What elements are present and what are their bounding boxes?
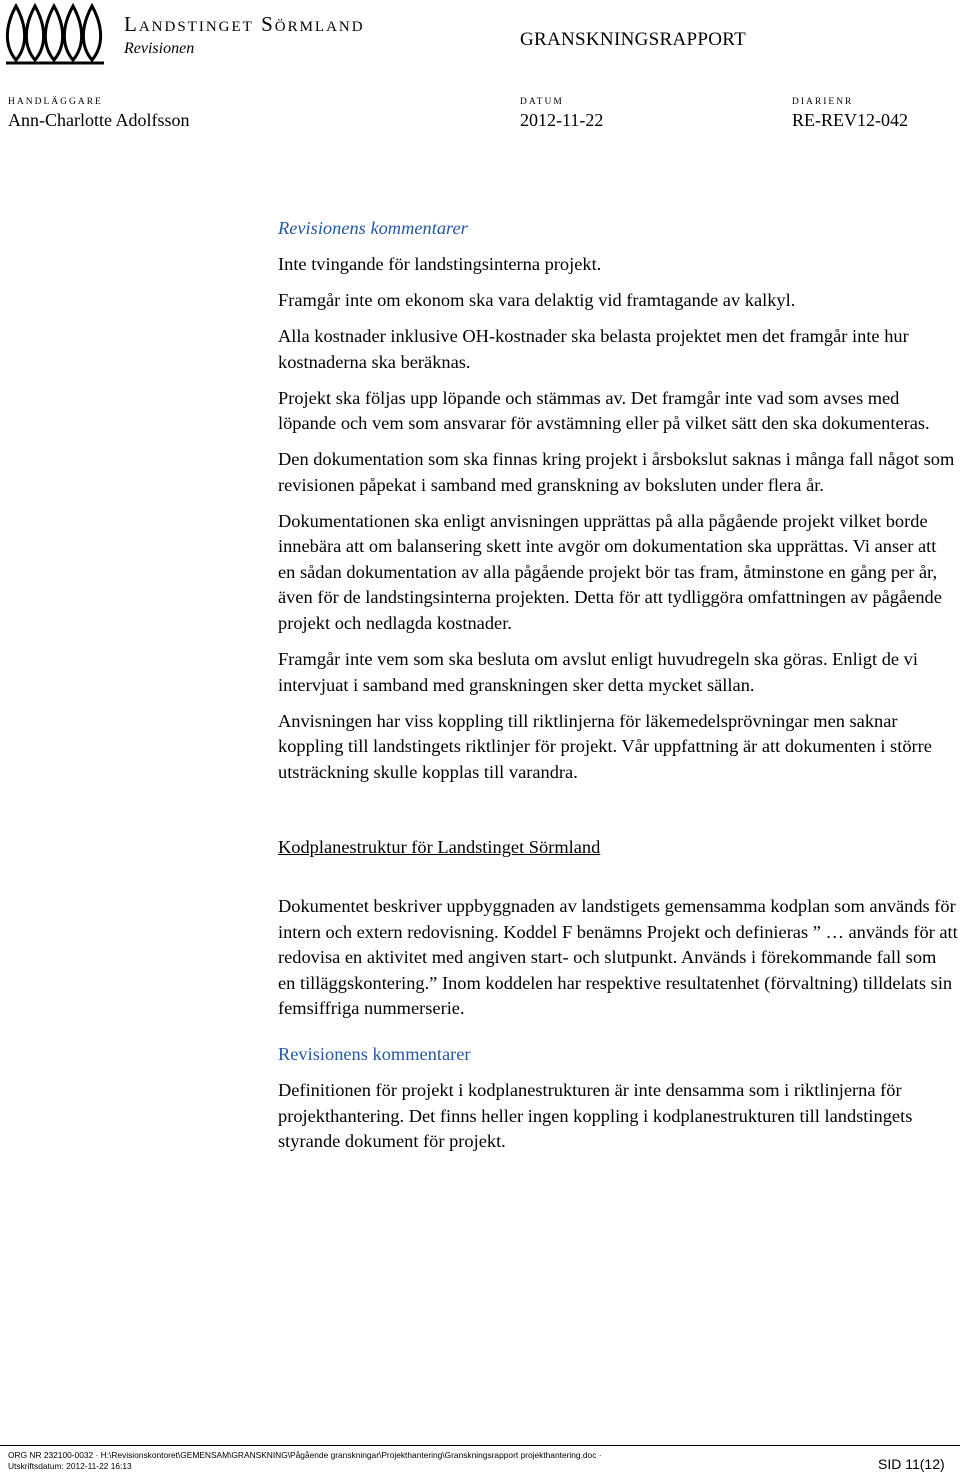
section-heading: Kodplanestruktur för Landstinget Sörmland [278,837,601,858]
paragraph: Framgår inte om ekonom ska vara delaktig vid framtagande av kalkyl. [278,289,796,310]
diary-label: DIARIENR [792,97,854,107]
paragraph: Dokumentationen ska enligt anvisningen upprättas på alla pågående projekt vilket borde innebära att om balansering skett inte avgör om dokumentation ska upprättas. Vi anser att en sådan dokumentation av alla pågående projekt bör tas fram, åtminstone en gång per år, även för de landstingsinterna projekten. Detta för att tydliggöra omfattningen av pågående projekt och nedlagda kostnader. [278,510,942,634]
section-heading: Revisionens kommentarer [278,218,468,238]
paragraph: Projekt ska följas upp löpande och stämmas av. Det framgår inte vad som avses med löpande och vem som ansvarar för avstämning eller på vilket sätt den ska dokumenteras. [278,387,930,434]
diary-value: RE-REV12-042 [792,110,908,130]
footer-text [8,1450,602,1472]
paragraph: Den dokumentation som ska finnas kring projekt i årsbokslut saknas i många fall något som revisionen påpekat i samband med granskning av boksluten under flera år. [278,449,955,495]
footer-path: ORG NR 232100-0032 · H:\Revisionskontoret\GEMENSAM\GRANSKNING\Pågående granskningar\Projekthantering\Granskningsrapport projekthantering.doc · [8,1450,602,1460]
date-value: 2012-11-22 [520,110,604,130]
department-name: Revisionen [124,40,195,57]
date-label: DATUM [520,97,564,107]
section-heading: Revisionens kommentarer [278,1043,471,1064]
paragraph: Inte tvingande för landstingsinterna projekt. [278,253,602,274]
report-body [278,216,958,1165]
document-type: GRANSKNINGSRAPPORT [520,29,746,50]
footer-divider [0,1445,960,1446]
page-number: SID 11(12) [878,1456,945,1472]
organization-name: Landstinget Sörmland [124,12,365,36]
handler-value: Ann-Charlotte Adolfsson [8,110,190,130]
paragraph: Definitionen för projekt i kodplanestrukturen är inte densamma som i riktlinjerna för projekthantering. Det finns heller ingen koppling i kodplanestrukturen till landstingets styrande dokument för projekt. [278,1079,913,1152]
paragraph: Alla kostnader inklusive OH-kostnader ska belasta projektet men det framgår inte hur kostnaderna ska beräknas. [278,325,909,372]
crown-logo-icon [2,2,108,66]
paragraph: Dokumentet beskriver uppbyggnaden av landstigets gemensamma kodplan som används för intern och extern redovisning. Koddel F benämns Projekt och definieras ” … används för att redovisa en aktivitet med angiven start- och slutpunkt. Används i förekommande fall som en tilläggskontering.” Inom koddelen har respektive resultatenhet (förvaltning) tilldelats sin femsiffriga nummerserie. [278,896,958,1019]
handler-label: HANDLÄGGARE [8,97,103,107]
footer-print-date: Utskriftsdatum: 2012-11-22 16:13 [8,1461,132,1471]
paragraph: Framgår inte vem som ska besluta om avslut enligt huvudregeln ska göras. Enligt de vi intervjuat i samband med granskningen sker detta mycket sällan. [278,649,918,695]
paragraph: Anvisningen har viss koppling till riktlinjerna för läkemedelsprövningar men saknar koppling till landstingets riktlinjer för projekt. Vår uppfattning är att dokumenten i större utsträckning skulle kopplas till varandra. [278,710,932,782]
